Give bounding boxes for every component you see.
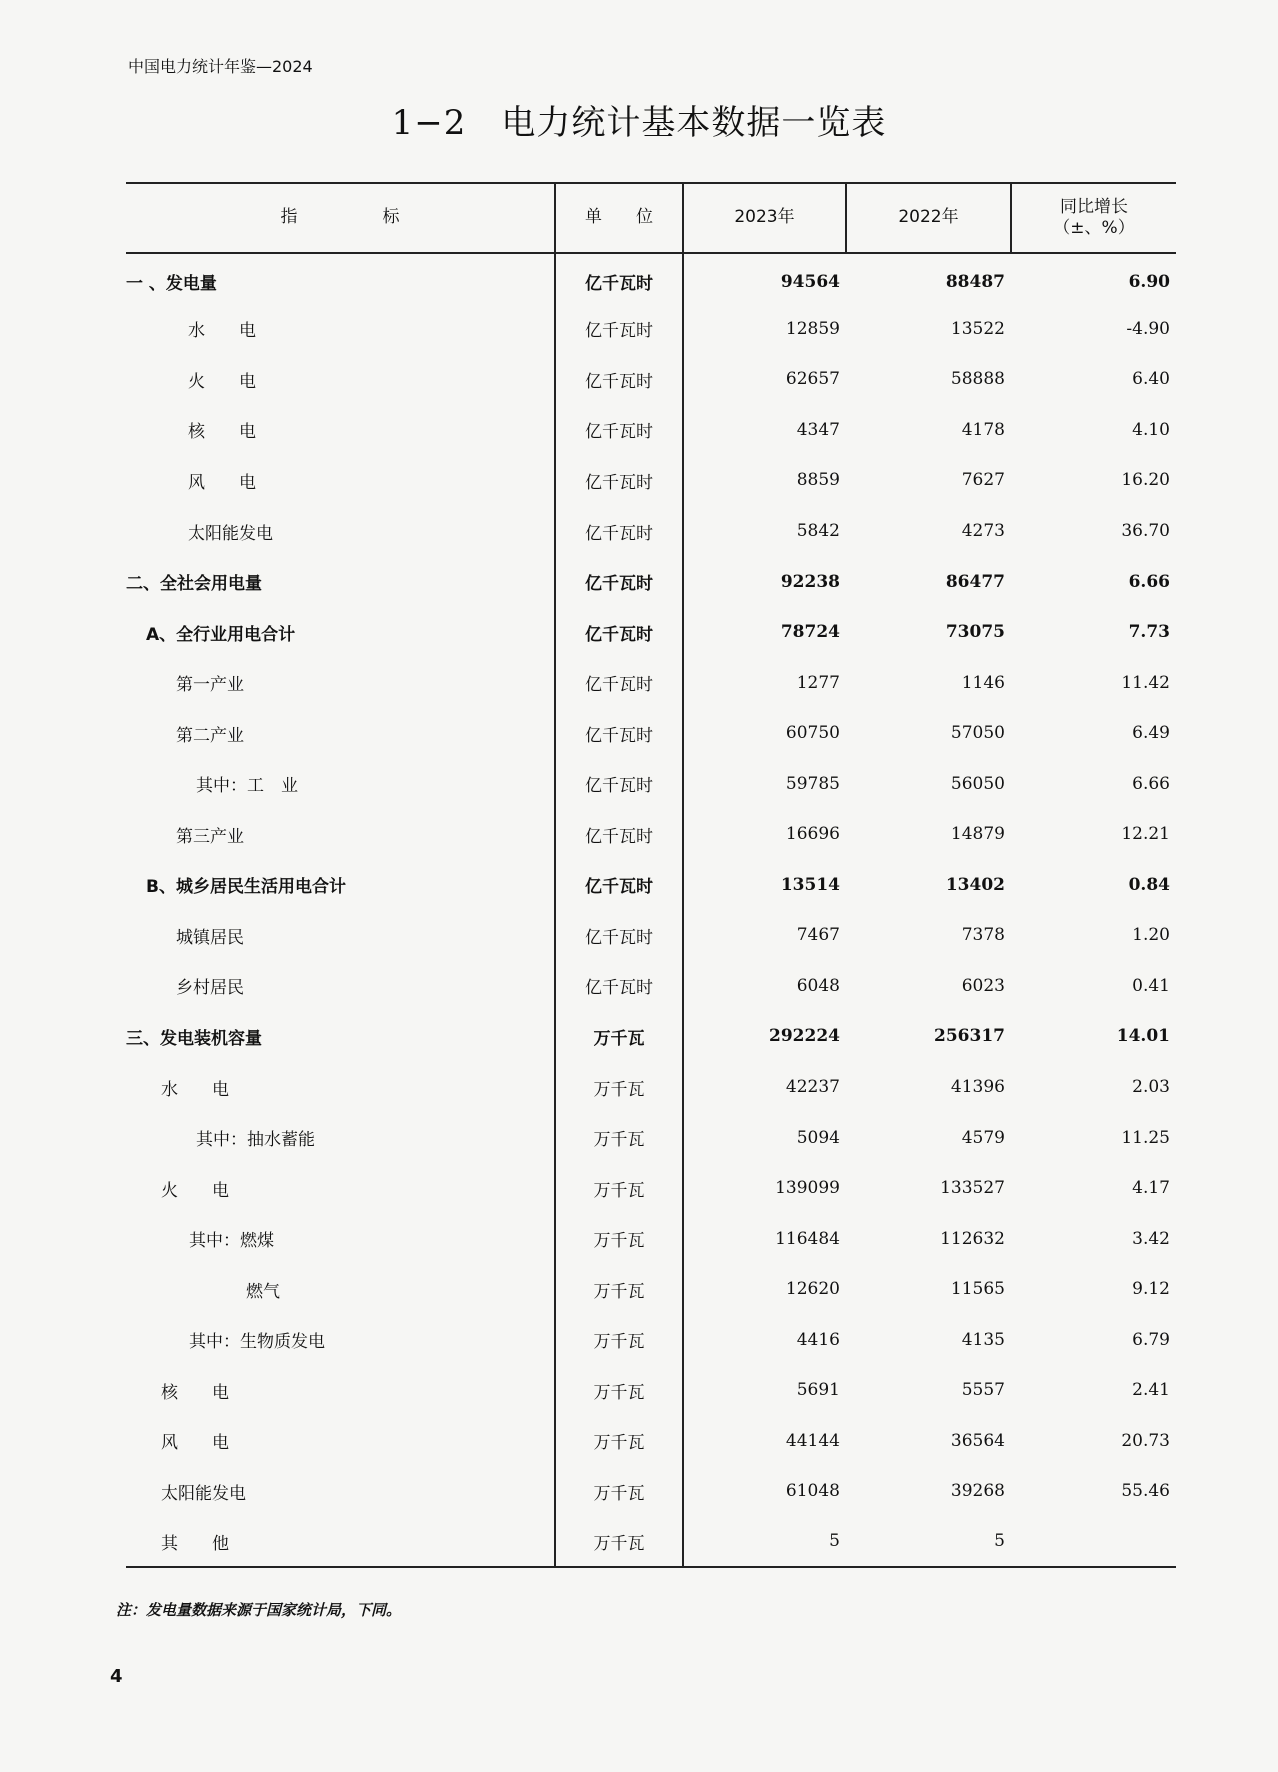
unit-cell: 万千瓦 xyxy=(555,1365,683,1416)
growth-cell: 9.12 xyxy=(1132,1279,1170,1300)
table-row xyxy=(126,455,1176,506)
value-2023-cell: 42237 xyxy=(785,1077,840,1098)
growth-cell: 16.20 xyxy=(1121,470,1170,491)
table-row xyxy=(126,253,1176,304)
table-row xyxy=(126,304,1176,355)
indicator-cell: 第二产业 xyxy=(176,725,244,746)
indicator-cell: 第三产业 xyxy=(176,826,244,847)
unit-cell: 万千瓦 xyxy=(555,1314,683,1365)
table-row xyxy=(126,1314,1176,1365)
growth-cell: 6.90 xyxy=(1128,271,1170,292)
unit-cell: 亿千瓦时 xyxy=(555,961,683,1012)
indicator-cell: 风 电 xyxy=(188,472,256,493)
value-2023-cell: 13514 xyxy=(780,874,840,895)
table-row xyxy=(126,860,1176,911)
indicator-cell: 其中：工 业 xyxy=(196,776,298,797)
growth-cell: 6.79 xyxy=(1132,1329,1170,1350)
growth-cell: 4.10 xyxy=(1132,419,1170,440)
unit-cell: 亿千瓦时 xyxy=(555,455,683,506)
unit-cell: 亿千瓦时 xyxy=(555,758,683,809)
growth-cell: -4.90 xyxy=(1126,318,1170,339)
growth-cell: 6.49 xyxy=(1132,723,1170,744)
header-2022: 2022年 xyxy=(846,183,1011,253)
value-2023-cell: 1277 xyxy=(796,672,840,693)
indicator-cell: 水 电 xyxy=(161,1079,229,1100)
unit-cell: 亿千瓦时 xyxy=(555,657,683,708)
table-row xyxy=(126,1416,1176,1467)
table-header-row xyxy=(126,183,1176,253)
growth-cell: 0.84 xyxy=(1128,874,1170,895)
indicator-cell: A、全行业用电合计 xyxy=(146,624,296,645)
value-2023-cell: 12620 xyxy=(785,1279,840,1300)
value-2022-cell: 4579 xyxy=(961,1127,1005,1148)
indicator-cell: 风 电 xyxy=(161,1433,229,1454)
table-row xyxy=(126,1517,1176,1568)
unit-cell: 万千瓦 xyxy=(555,1416,683,1467)
value-2022-cell: 6023 xyxy=(961,975,1005,996)
value-2022-cell: 14879 xyxy=(950,824,1005,845)
running-header: 中国电力统计年鉴—2024 xyxy=(128,57,313,76)
indicator-cell: 其中：生物质发电 xyxy=(189,1332,325,1353)
table-row xyxy=(126,607,1176,658)
table-row xyxy=(126,1213,1176,1264)
value-2022-cell: 133527 xyxy=(940,1178,1005,1199)
table-row xyxy=(126,1163,1176,1214)
header-growth-line2: （±、%） xyxy=(1053,218,1135,238)
table-row xyxy=(126,809,1176,860)
value-2022-cell: 1146 xyxy=(961,672,1005,693)
indicator-cell: 核 电 xyxy=(188,422,256,443)
value-2022-cell: 41396 xyxy=(950,1077,1005,1098)
value-2023-cell: 4416 xyxy=(796,1329,840,1350)
indicator-cell: B、城乡居民生活用电合计 xyxy=(146,877,346,898)
growth-cell: 7.73 xyxy=(1128,622,1170,643)
indicator-cell: 燃气 xyxy=(246,1281,280,1302)
indicator-cell: 火 电 xyxy=(188,371,256,392)
table-row xyxy=(126,506,1176,557)
unit-cell: 亿千瓦时 xyxy=(555,506,683,557)
value-2023-cell: 94564 xyxy=(780,271,840,292)
header-growth xyxy=(1011,183,1176,253)
value-2023-cell: 61048 xyxy=(785,1481,840,1502)
value-2023-cell: 16696 xyxy=(785,824,840,845)
indicator-cell: 第一产业 xyxy=(176,675,244,696)
value-2023-cell: 44144 xyxy=(785,1430,840,1451)
growth-cell: 6.66 xyxy=(1128,571,1170,592)
value-2023-cell: 5094 xyxy=(796,1127,840,1148)
value-2023-cell: 7467 xyxy=(796,925,840,946)
statistics-table-container xyxy=(126,182,1176,1568)
value-2022-cell: 11565 xyxy=(950,1279,1005,1300)
value-2022-cell: 57050 xyxy=(950,723,1005,744)
value-2023-cell: 6048 xyxy=(796,975,840,996)
value-2023-cell: 139099 xyxy=(775,1178,840,1199)
growth-cell: 12.21 xyxy=(1121,824,1170,845)
unit-cell: 万千瓦 xyxy=(555,1163,683,1214)
unit-cell: 亿千瓦时 xyxy=(555,405,683,456)
value-2023-cell: 78724 xyxy=(780,622,840,643)
growth-cell: 2.03 xyxy=(1132,1077,1170,1098)
unit-cell: 万千瓦 xyxy=(555,1213,683,1264)
growth-cell: 14.01 xyxy=(1116,1026,1170,1047)
unit-cell: 亿千瓦时 xyxy=(555,860,683,911)
indicator-cell: 其 他 xyxy=(126,1517,555,1568)
table-row xyxy=(126,1011,1176,1062)
table-title: 1−2 电力统计基本数据一览表 xyxy=(391,103,887,143)
unit-cell: 万千瓦 xyxy=(555,1011,683,1062)
table-row xyxy=(126,1365,1176,1416)
unit-cell: 万千瓦 xyxy=(555,1062,683,1113)
value-2022-cell: 39268 xyxy=(950,1481,1005,1502)
table-row xyxy=(126,1112,1176,1163)
unit-cell: 亿千瓦时 xyxy=(555,354,683,405)
indicator-cell: 核 电 xyxy=(161,1382,229,1403)
value-2022-cell: 7627 xyxy=(961,470,1005,491)
value-2022-cell: 58888 xyxy=(950,369,1005,390)
value-2023-cell: 292224 xyxy=(769,1026,840,1047)
unit-cell: 亿千瓦时 xyxy=(555,556,683,607)
table-row xyxy=(126,354,1176,405)
unit-cell: 亿千瓦时 xyxy=(555,809,683,860)
unit-cell: 万千瓦 xyxy=(555,1517,683,1568)
unit-cell: 亿千瓦时 xyxy=(555,253,683,304)
unit-cell: 亿千瓦时 xyxy=(555,910,683,961)
table-row xyxy=(126,961,1176,1012)
indicator-cell: 三、发电装机容量 xyxy=(126,1028,262,1049)
value-2023-cell: 62657 xyxy=(785,369,840,390)
growth-cell: 11.25 xyxy=(1121,1127,1170,1148)
header-growth-line1: 同比增长 xyxy=(1060,196,1128,217)
indicator-cell: 火 电 xyxy=(161,1180,229,1201)
indicator-cell: 其中：燃煤 xyxy=(189,1231,274,1252)
value-2023-cell: 5 xyxy=(683,1517,846,1568)
value-2022-cell: 7378 xyxy=(961,925,1005,946)
indicator-cell: 乡村居民 xyxy=(176,978,244,999)
indicator-cell: 一 、发电量 xyxy=(126,274,217,295)
value-2023-cell: 116484 xyxy=(775,1228,840,1249)
value-2022-cell: 5 xyxy=(846,1517,1011,1568)
growth-cell xyxy=(1011,1517,1176,1568)
header-indicator: 指 标 xyxy=(126,183,555,253)
value-2023-cell: 12859 xyxy=(785,318,840,339)
value-2022-cell: 13522 xyxy=(950,318,1005,339)
growth-cell: 6.40 xyxy=(1132,369,1170,390)
unit-cell: 亿千瓦时 xyxy=(555,607,683,658)
unit-cell: 万千瓦 xyxy=(555,1112,683,1163)
growth-cell: 0.41 xyxy=(1132,975,1170,996)
table-row xyxy=(126,708,1176,759)
value-2022-cell: 56050 xyxy=(950,773,1005,794)
value-2023-cell: 92238 xyxy=(780,571,840,592)
unit-cell: 万千瓦 xyxy=(555,1264,683,1315)
value-2022-cell: 36564 xyxy=(950,1430,1005,1451)
growth-cell: 2.41 xyxy=(1132,1380,1170,1401)
table-row xyxy=(126,1466,1176,1517)
growth-cell: 20.73 xyxy=(1121,1430,1170,1451)
indicator-cell: 水 电 xyxy=(188,321,256,342)
indicator-cell: 太阳能发电 xyxy=(161,1483,246,1504)
growth-cell: 11.42 xyxy=(1121,672,1170,693)
growth-cell: 6.66 xyxy=(1132,773,1170,794)
indicator-cell: 城镇居民 xyxy=(176,927,244,948)
value-2022-cell: 73075 xyxy=(945,622,1005,643)
value-2022-cell: 4178 xyxy=(961,419,1005,440)
statistics-table xyxy=(126,182,1176,1568)
value-2023-cell: 4347 xyxy=(796,419,840,440)
indicator-cell: 其中：抽水蓄能 xyxy=(196,1130,315,1151)
growth-cell: 55.46 xyxy=(1121,1481,1170,1502)
table-row xyxy=(126,657,1176,708)
value-2023-cell: 60750 xyxy=(785,723,840,744)
unit-cell: 亿千瓦时 xyxy=(555,304,683,355)
table-row xyxy=(126,405,1176,456)
value-2022-cell: 5557 xyxy=(961,1380,1005,1401)
value-2022-cell: 4135 xyxy=(961,1329,1005,1350)
growth-cell: 3.42 xyxy=(1132,1228,1170,1249)
growth-cell: 4.17 xyxy=(1132,1178,1170,1199)
table-row xyxy=(126,1062,1176,1113)
value-2022-cell: 256317 xyxy=(934,1026,1005,1047)
value-2022-cell: 112632 xyxy=(940,1228,1005,1249)
indicator-cell: 太阳能发电 xyxy=(188,523,273,544)
growth-cell: 1.20 xyxy=(1132,925,1170,946)
indicator-cell: 二、全社会用电量 xyxy=(126,574,262,595)
header-unit: 单 位 xyxy=(555,183,683,253)
header-2023: 2023年 xyxy=(683,183,846,253)
page-number: 4 xyxy=(110,1666,123,1687)
value-2022-cell: 13402 xyxy=(945,874,1005,895)
table-row xyxy=(126,910,1176,961)
unit-cell: 万千瓦 xyxy=(555,1466,683,1517)
table-body xyxy=(126,253,1176,1567)
value-2022-cell: 86477 xyxy=(945,571,1005,592)
value-2022-cell: 4273 xyxy=(961,521,1005,541)
value-2023-cell: 5842 xyxy=(796,521,840,541)
value-2022-cell: 88487 xyxy=(945,271,1005,292)
footnote: 注：发电量数据来源于国家统计局，下同。 xyxy=(116,1601,402,1619)
table-row xyxy=(126,1264,1176,1315)
table-row xyxy=(126,758,1176,809)
unit-cell: 亿千瓦时 xyxy=(555,708,683,759)
value-2023-cell: 5691 xyxy=(796,1380,840,1401)
value-2023-cell: 8859 xyxy=(796,470,840,491)
growth-cell: 36.70 xyxy=(1121,521,1170,541)
table-row xyxy=(126,556,1176,607)
value-2023-cell: 59785 xyxy=(785,773,840,794)
